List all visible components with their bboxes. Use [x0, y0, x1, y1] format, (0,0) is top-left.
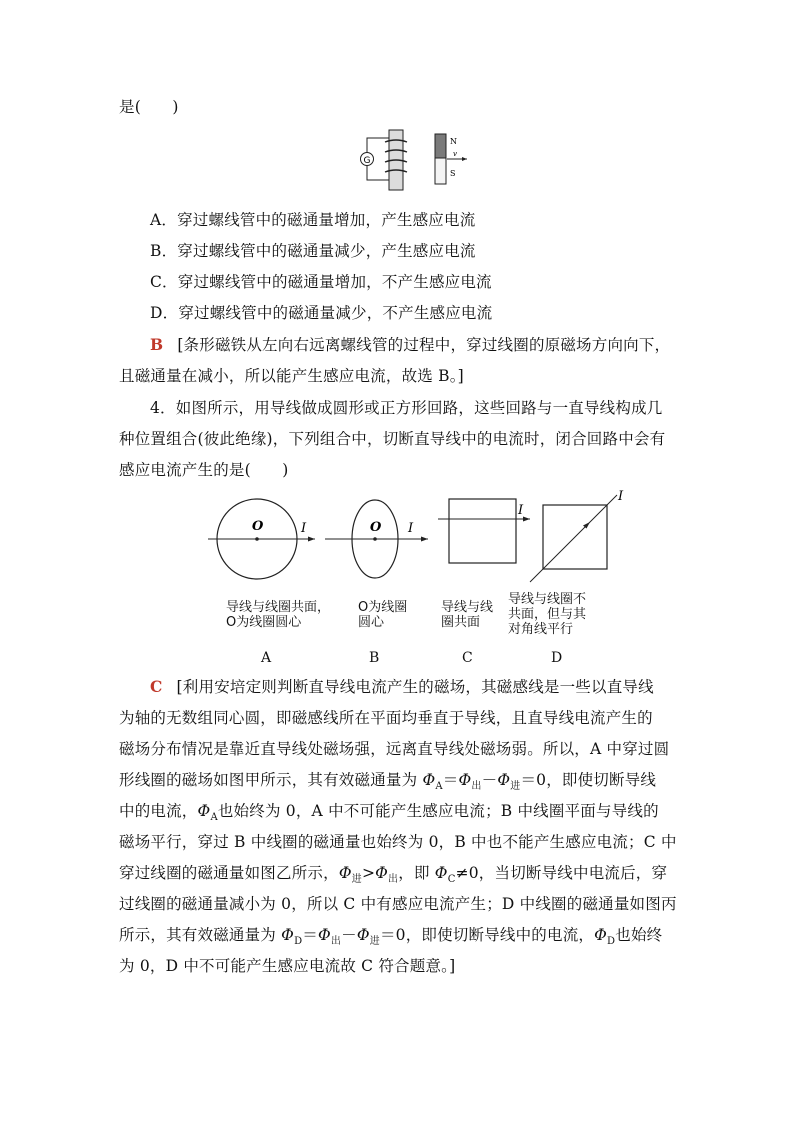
label-i-a: I [301, 521, 307, 536]
q3-option-c: C．穿过螺线管中的磁通量增加，不产生感应电流 [150, 273, 492, 291]
caption-d-3: 对角线平行 [508, 622, 574, 637]
option-letter-b: B [369, 650, 380, 666]
caption-c-2: 圈共面 [441, 615, 481, 630]
label-i-b: I [408, 521, 414, 536]
q4-explanation-3: 磁场分布情况是靠近直导线处磁场强，远离直导线处磁场弱。所以，A 中穿过圆 [119, 740, 670, 758]
q4-stem-1: 4．如图所示，用导线做成圆形或正方形回路，这些回路与一直导线构成几 [150, 399, 663, 417]
magnet-south-half [435, 158, 446, 184]
q3-option-b: B．穿过螺线管中的磁通量减少，产生感应电流 [150, 242, 476, 260]
q4-explanation-6: 磁场平行，穿过 B 中线圈的磁通量也始终为 0，B 中也不能产生感应电流；C 中 [119, 833, 677, 851]
q4-explanation-8: 过线圈的磁通量减小为 0，所以 C 中有感应电流产生；D 中线圈的磁通量如图丙 [119, 895, 677, 913]
q4-answer: C [150, 677, 163, 696]
q4-explanation-2: 为轴的无数组同心圆，即磁感线所在平面均垂直于导线，且直导线电流产生的 [119, 709, 653, 727]
option-letter-a: A [261, 650, 272, 666]
solenoid-magnet-figure [355, 128, 475, 192]
caption-d-2: 共面，但与其 [508, 607, 587, 622]
q3-answer-line [150, 335, 670, 355]
caption-a-1: 导线与线圈共面， [226, 600, 331, 615]
q3-explanation-1: [条形磁铁从左向右远离螺线管的过程中，穿过线圈的原磁场方向向下， [177, 336, 671, 354]
magnet-s-label: S [450, 169, 456, 178]
velocity-label: v [453, 150, 457, 158]
caption-b-1: O为线圈 [358, 600, 408, 615]
q4-explanation-1: [利用安培定则判断直导线电流产生的磁场，其磁感线是一些以直导线 [176, 678, 654, 696]
q3-explanation-2: 且磁通量在减小，所以能产生感应电流，故选 B。] [119, 367, 464, 385]
q3-stem-tail: 是( ) [119, 98, 179, 116]
caption-a-2: O为线圈圆心 [226, 615, 302, 630]
q4-explanation-10: 为 0，D 中不可能产生感应电流故 C 符合题意。] [119, 957, 456, 975]
option-letter-c: C [462, 650, 473, 666]
option-letter-d: D [551, 650, 563, 666]
label-i-d: I [618, 489, 624, 504]
q3-option-a: A．穿过螺线管中的磁通量增加，产生感应电流 [150, 211, 476, 229]
config-b [325, 500, 428, 578]
loop-c-square [449, 499, 516, 563]
label-o-a: O [252, 519, 264, 534]
caption-b-2: 圆心 [358, 615, 385, 630]
q4-answer-line [150, 677, 654, 697]
config-d [530, 489, 624, 582]
q4-stem-3: 感应电流产生的是( ) [119, 461, 289, 479]
caption-d-1: 导线与线圈不 [508, 592, 587, 607]
label-i-c: I [518, 503, 524, 518]
q4-explanation-9: 所示，其有效磁通量为 $\Phi_D=\Phi_出-\Phi_进=0$，即使切断导线中的电流，$\Phi_D$也始终 [119, 926, 663, 948]
label-o-b: O [370, 520, 382, 535]
loop-configurations-figure [200, 484, 650, 594]
q4-explanation-7: 穿过线圈的磁通量如图乙所示，$\Phi_进>\Phi_出$，即 $\Phi_C\ne 0$，当切断导线中电流后，穿 [119, 864, 668, 886]
config-a [208, 499, 315, 579]
magnet-north-half [435, 134, 446, 158]
q4-explanation-5: 中的电流，$\Phi_A$也始终为 0，A 中不可能产生感应电流；B 中线圈平面与导线的 [119, 802, 659, 824]
galvanometer-label: G [363, 156, 371, 166]
q3-answer: B [150, 335, 164, 354]
q3-option-d: D．穿过螺线管中的磁通量减少，不产生感应电流 [150, 304, 493, 322]
magnet-n-label: N [450, 137, 457, 146]
q4-explanation-4: 形线圈的磁场如图甲所示，其有效磁通量为 $\Phi_A=\Phi_出-\Phi_进=0$，即使切断导线 [119, 771, 657, 793]
q4-stem-2: 种位置组合(彼此绝缘)，下列组合中，切断直导线中的电流时，闭合回路中会有 [119, 430, 666, 448]
config-c [438, 499, 530, 563]
caption-c-1: 导线与线 [441, 600, 494, 615]
